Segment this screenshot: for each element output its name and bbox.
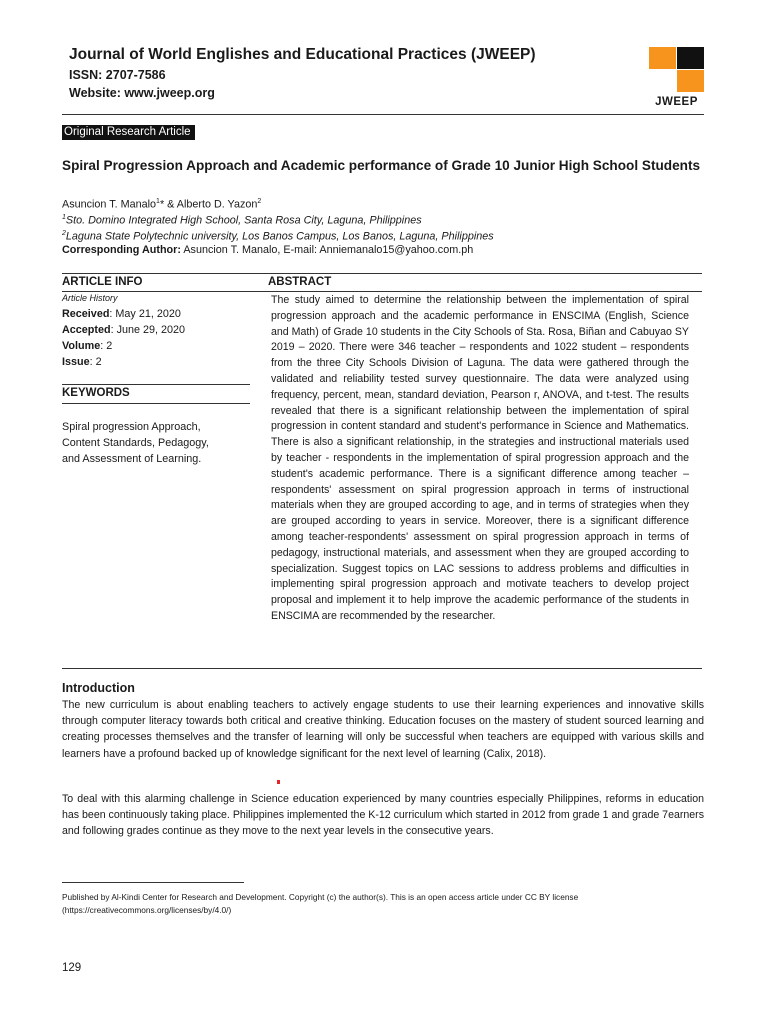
keywords-heading: KEYWORDS [62, 387, 130, 399]
keywords-top-rule [62, 384, 250, 385]
abstract-bottom-rule [62, 668, 702, 669]
info-top-rule [62, 273, 702, 274]
received-date [62, 306, 181, 322]
affiliation-2-sup: 2 [62, 230, 66, 237]
issue-value: : 2 [89, 356, 102, 368]
page-number: 129 [62, 962, 82, 974]
keywords-bottom-rule [62, 403, 250, 404]
corresponding-author [62, 242, 473, 258]
logo-square-black-top-right [677, 47, 704, 69]
author-1: Asuncion T. Manalo [62, 198, 157, 211]
affiliation-1-text: Sto. Domino Integrated High School, Santa Rosa City, Laguna, Philippines [65, 214, 422, 227]
issue [62, 354, 102, 370]
corresponding-text[interactable]: Asuncion T. Manalo, E-mail: Anniemanalo15@yahoo.com.ph [180, 244, 474, 256]
author-1-sup: 1 [156, 198, 160, 205]
introduction-paragraph-2: To deal with this alarming challenge in Science education experienced by many countries especially Philippines, reforms in education has been continuously taking place. Philippines implemented the K-12 curriculum which started in 2012 from grade 1 and grade 7earners and following grades continue as they move to the next year levels in the consecutive years. [62, 793, 704, 838]
received-label: Received [62, 308, 110, 320]
author-2-sup: 2 [257, 198, 262, 205]
issue-label: Issue [62, 356, 90, 368]
article-type-tag: Original Research Article [62, 125, 195, 140]
author-1-star: * [159, 198, 165, 211]
article-title: Spiral Progression Approach and Academic performance of Grade 10 Junior High School Students [62, 158, 701, 173]
affiliation-2-text: Laguna State Polytechnic university, Los Banos Campus, Los Banos, Laguna, Philippines [65, 230, 494, 243]
received-value: : May 21, 2020 [109, 308, 181, 320]
article-history-label: Article History [62, 293, 118, 303]
header-divider [62, 114, 704, 115]
introduction-heading: Introduction [62, 681, 135, 695]
introduction-paragraph-1: The new curriculum is about enabling teachers to actively engage students to use their learning experiences and innovative skills through computer literacy towards both critical and creative thinking. Education focuses on the mastery of student sourced learning and creating processes themselves and the transfer of learning will only be successful when teachers are equipped with various skills and learners have a profound backed up of knowledge significant for the next level of learning (Calix, 2018). [62, 699, 704, 760]
journal-website[interactable]: Website: www.jweep.org [69, 86, 215, 100]
journal-title: Journal of World Englishes and Educational Practices (JWEEP) [69, 46, 536, 63]
logo-square-orange-bottom-right [677, 70, 704, 92]
keyword-line: Content Standards, Pedagogy, [62, 437, 209, 449]
article-info-heading: ARTICLE INFO [62, 276, 143, 288]
accepted-date [62, 322, 185, 338]
keyword-line: Spiral progression Approach, [62, 421, 201, 433]
journal-issn: ISSN: 2707-7586 [69, 68, 166, 82]
logo-square-orange-top-left [649, 47, 676, 69]
volume-label: Volume [62, 340, 101, 352]
abstract-body: The study aimed to determine the relationship between the implementation of spiral progression approach and the academic performance in ENSCIMA (English, Science and Math) of Grade 10 students in the City Schools of Sta. Rosa, Biñan and Cabuyao SY 2019 – 2020. There were 346 teacher – respondents and 1022 student – respondents from the three City Schools Division of Laguna. The data were gathered through the validated and reliability tested survey questionnaire. The data were analyzed using frequency, percent, mean, standard deviation, Pearson r, ANOVA, and t-test. The results revealed that there is a significant relationship between the implementation of spiral progression in content standard and student's performance in Science and Mathematics. There is also a significant relationship, in the strategies and instructional materials used by teacher - respondents in the implementation of spiral progression approach and the student's academic performance. There is a significant difference among teacher – respondents' assessment on spiral progression approach in terms of instructional materials when they are grouped according to age, and in terms of strategies when they are grouped according to years in service. Moreover, there is a significant difference among teacher-respondents' assessment on spiral progression approach in terms of pedagogy, instructional materials, and assessment when they are grouped according to specialization. Suggest topics on LAC sessions to address problems and difficulties in implementing spiral progression approach and motivate teachers to develop project proposal and implement it to help improve the academic performance of the students in ENSCIMA are recommended by the researcher. [271, 294, 689, 622]
abstract-heading: ABSTRACT [268, 276, 332, 288]
accepted-value: : June 29, 2020 [110, 324, 186, 336]
affiliation-1-sup: 1 [62, 214, 66, 221]
info-header-rule [62, 291, 702, 292]
red-mark [277, 780, 280, 784]
license-link[interactable]: (https://creativecommons.org/licenses/by/4.0/) [62, 905, 232, 915]
logo-square-white-bottom-left [649, 70, 676, 92]
publisher-note-line-1: Published by Al-Kindi Center for Research and Development. Copyright (c) the author(s). This is an open access article under CC BY license [62, 892, 579, 902]
corresponding-label: Corresponding Author: [62, 244, 181, 256]
keyword-line: and Assessment of Learning. [62, 453, 202, 465]
volume-value: : 2 [100, 340, 113, 352]
jweep-logo [649, 47, 704, 93]
publisher-note [62, 891, 702, 917]
footnote-rule [62, 882, 244, 883]
author-2: & Alberto D. Yazon [164, 198, 258, 211]
logo-label: JWEEP [655, 96, 698, 108]
volume [62, 338, 112, 354]
accepted-label: Accepted [62, 324, 111, 336]
